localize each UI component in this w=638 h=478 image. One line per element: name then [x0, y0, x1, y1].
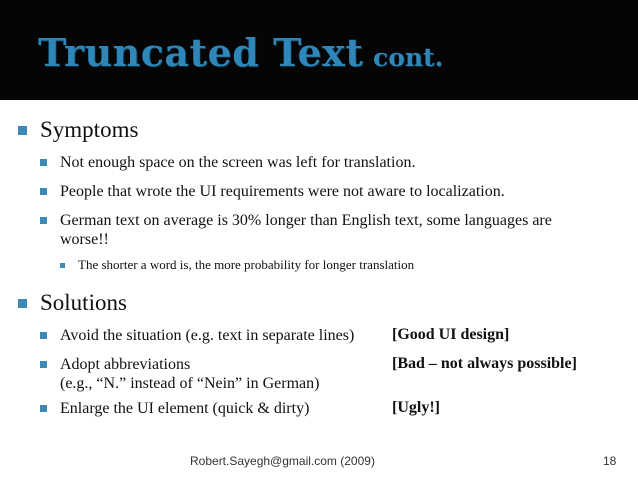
list-item-solution-2: Adopt abbreviations (e.g., “N.” instead of “Nein” in German)	[40, 355, 319, 393]
slide-title	[38, 30, 443, 75]
list-item-symptom-3: German text on average is 30% longer than English text, some languages are worse!!	[40, 211, 560, 249]
square-bullet-icon	[40, 405, 47, 412]
square-bullet-icon	[40, 332, 47, 339]
square-bullet-icon	[40, 159, 47, 166]
square-bullet-icon	[18, 299, 27, 308]
solution-2-tag: [Bad – not always possible]	[392, 355, 577, 372]
square-bullet-icon	[18, 126, 27, 135]
slide-title-main: Truncated Text	[38, 30, 364, 75]
solution-3-tag: [Ugly!]	[392, 399, 440, 416]
page-number: 18	[603, 454, 617, 468]
section-heading-symptoms: Symptoms	[18, 117, 138, 143]
list-item-symptom-1: Not enough space on the screen was left for translation.	[40, 153, 620, 172]
slide-title-suffix: cont.	[372, 43, 444, 72]
solution-1-tag: [Good UI design]	[392, 326, 510, 343]
square-bullet-icon	[40, 361, 47, 368]
square-bullet-icon	[40, 188, 47, 195]
footer-author: Robert.Sayegh@gmail.com (2009)	[190, 454, 375, 468]
list-item-symptom-2: People that wrote the UI requirements were not aware to localization.	[40, 182, 620, 201]
square-bullet-icon	[40, 217, 47, 224]
square-bullet-icon	[60, 263, 65, 268]
title-bar	[0, 0, 638, 100]
list-item-solution-1: Avoid the situation (e.g. text in separate lines)	[40, 326, 354, 345]
sub-list-item-symptom: The shorter a word is, the more probability for longer translation	[60, 257, 414, 273]
section-heading-solutions: Solutions	[18, 290, 127, 316]
list-item-solution-3: Enlarge the UI element (quick & dirty)	[40, 399, 309, 418]
